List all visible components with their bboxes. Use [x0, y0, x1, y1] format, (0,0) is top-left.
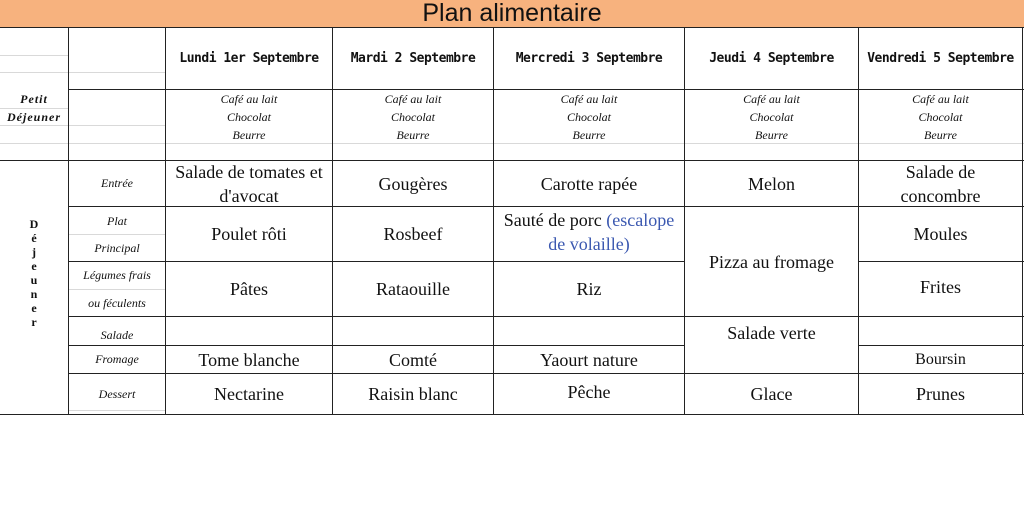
- pd-mardi-1: Café au lait: [384, 92, 442, 106]
- pd-vendredi-2: Chocolat: [918, 110, 963, 124]
- day-header-lundi: Lundi 1er Septembre: [179, 51, 319, 66]
- course-entree-label: Entrée: [101, 176, 133, 190]
- entree-jeudi: Melon: [748, 173, 795, 194]
- pd-mercredi-3: Beurre: [572, 128, 606, 142]
- plat-mardi: Rosbeef: [383, 224, 443, 244]
- day-header-vendredi: Vendredi 5 Septembre: [867, 51, 1014, 66]
- pd-mardi-3: Beurre: [396, 128, 430, 142]
- day-header-mercredi: Mercredi 3 Septembre: [515, 51, 663, 66]
- pd-jeudi-3: Beurre: [755, 128, 788, 142]
- legumes-vendredi: Frites: [919, 277, 961, 297]
- entree-vendredi: Salade de concombre: [900, 161, 981, 206]
- course-salade-label: Salade: [100, 327, 134, 342]
- plat-vendredi: Moules: [913, 224, 968, 244]
- pd-mercredi-2: Chocolat: [567, 110, 611, 124]
- petit-dejeuner-label-1: Petit: [20, 92, 48, 106]
- fromage-mardi: Comté: [389, 349, 437, 370]
- petit-dejeuner-label-2: Déjeuner: [7, 110, 61, 124]
- pd-lundi-3: Beurre: [232, 128, 266, 142]
- pd-lundi-1: Café au lait: [220, 92, 278, 106]
- plat-mercredi-main: Sauté de porc: [503, 210, 602, 230]
- entree-mercredi: Carotte rapée: [540, 173, 638, 194]
- day-header-mardi: Mardi 2 Septembre: [350, 51, 476, 66]
- course-legumes-label-2: ou féculents: [88, 295, 146, 310]
- dessert-mardi: Raisin blanc: [368, 384, 458, 404]
- pd-vendredi-1: Café au lait: [912, 92, 969, 106]
- pd-mardi-2: Chocolat: [391, 110, 435, 124]
- pd-mercredi-1: Café au lait: [560, 92, 618, 106]
- dessert-mercredi: Pêche: [567, 382, 611, 402]
- pd-jeudi-1: Café au lait: [743, 92, 800, 106]
- course-dessert-label: Dessert: [98, 386, 136, 401]
- dessert-vendredi: Prunes: [916, 384, 965, 404]
- fromage-lundi: Tome blanche: [198, 349, 300, 370]
- sheet-title: Plan alimentaire: [0, 0, 1024, 28]
- dessert-lundi: Nectarine: [214, 384, 284, 404]
- legumes-mercredi: Riz: [576, 279, 602, 299]
- dejeuner-label: D é j e u n e r: [29, 216, 39, 329]
- day-header-jeudi: Jeudi 4 Septembre: [709, 51, 834, 66]
- fromage-vendredi: Boursin: [915, 350, 966, 368]
- course-plat-label-1: Plat: [107, 214, 127, 228]
- pd-jeudi-2: Chocolat: [749, 110, 794, 124]
- course-fromage-label: Fromage: [95, 352, 139, 366]
- pd-vendredi-3: Beurre: [924, 128, 957, 142]
- legumes-lundi: Pâtes: [230, 279, 268, 299]
- dessert-jeudi: Glace: [750, 384, 793, 404]
- plat-lundi: Poulet rôti: [211, 224, 287, 244]
- entree-lundi: Salade de tomates et d'avocat: [175, 161, 323, 206]
- pd-lundi-2: Chocolat: [227, 110, 271, 124]
- plat-jeudi: Pizza au fromage: [709, 251, 834, 272]
- fromage-mercredi: Yaourt nature: [540, 349, 638, 370]
- plat-mercredi-alt: (escalope de volaille): [548, 210, 675, 254]
- entree-mardi: Gougères: [378, 173, 448, 194]
- salade-jeudi: Salade verte: [727, 323, 816, 343]
- course-plat-label-2: Principal: [94, 240, 140, 255]
- plat-mercredi: [494, 207, 684, 261]
- legumes-mardi: Rataouille: [376, 279, 450, 299]
- course-legumes-label-1: Légumes frais: [83, 268, 151, 282]
